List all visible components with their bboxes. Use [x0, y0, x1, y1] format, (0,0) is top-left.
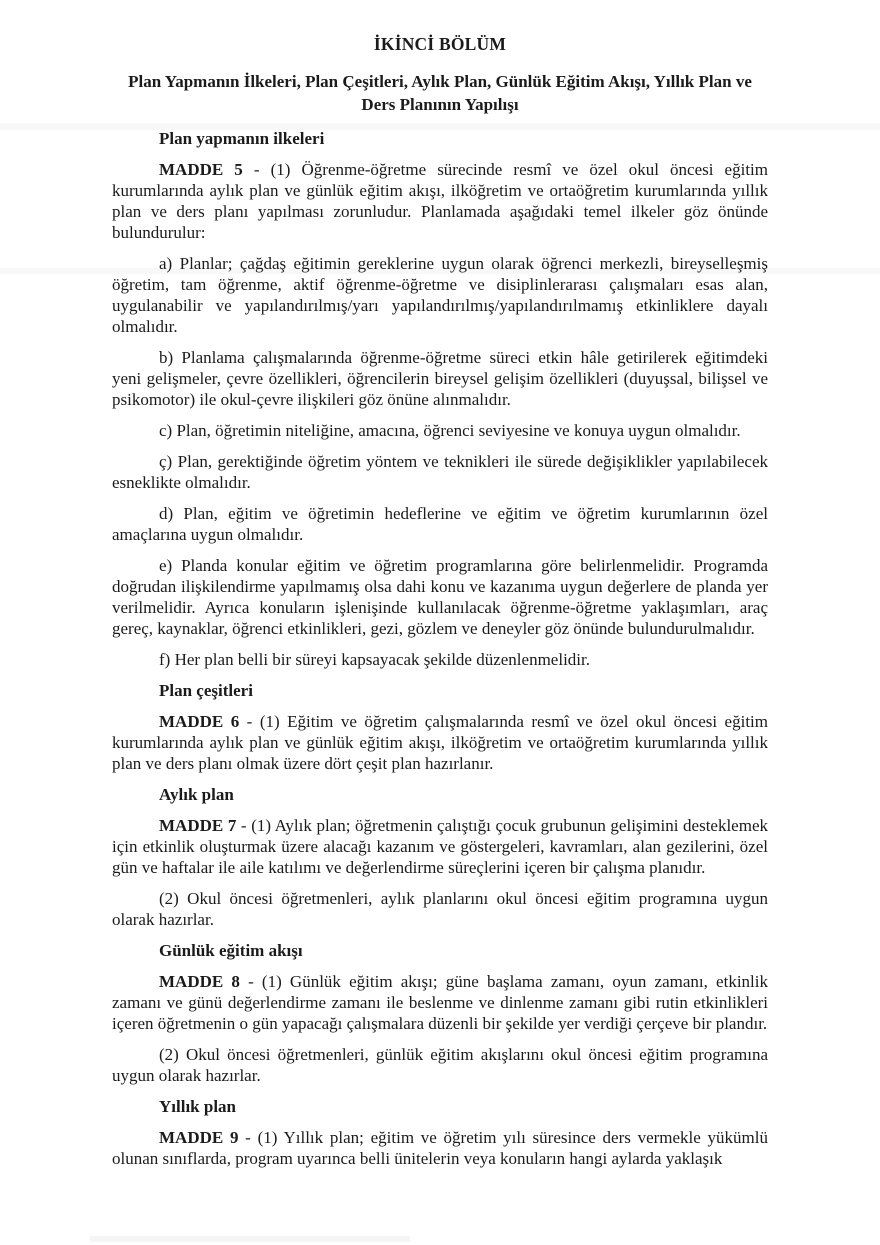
heading-gunluk-egitim-akisi: Günlük eğitim akışı: [159, 941, 303, 960]
chapter-subtitle: Plan Yapmanın İlkeleri, Plan Çeşitleri, Aylık Plan, Günlük Eğitim Akışı, Yıllık Plan ve Ders Planının Yapılışı: [128, 72, 752, 114]
para-item-cc: [112, 451, 768, 493]
madde-5-label: MADDE 5: [159, 160, 243, 179]
heading-plan-cesitleri: Plan çeşitleri: [159, 681, 253, 700]
madde-7-label: MADDE 7: [159, 816, 237, 835]
para-madde-7: [112, 815, 768, 878]
para-item-e: [112, 555, 768, 639]
para-item-d: [112, 503, 768, 545]
para-item-f-text: f) Her plan belli bir süreyi kapsayacak şekilde düzenlenmelidir.: [159, 650, 590, 669]
para-item-b-text: b) Planlama çalışmalarında öğrenme-öğretme süreci etkin hâle getirilerek eğitimdeki yeni gelişmeler, çevre özellikleri, öğrencilerin bireysel gelişim özellikleri (duyuşsal, bilişsel ve psikomotor) ile okul-çevre ilişkileri göz önüne alınmalıdır.: [112, 348, 768, 409]
para-item-c: [112, 420, 768, 441]
para-item-e-text: e) Planda konular eğitim ve öğretim programlarına göre belirlenmelidir. Programda doğrudan ilişkilendirme yapılmamış olsa dahi konu ve kazanıma uygun değerlere de planda yer verilmelidir. Ayrıca konuların işlenişinde kullanılacak öğrenme-öğretme yaklaşımları, araç gereç, kaynaklar, öğrenci etkinlikleri, gezi, gözlem ve deneyler göz önünde bulundurulmalıdır.: [112, 556, 768, 638]
para-item-d-text: d) Plan, eğitim ve öğretimin hedeflerine ve eğitim ve öğretim kurumlarının özel amaçlarına uygun olmalıdır.: [112, 504, 768, 544]
madde-6-label: MADDE 6: [159, 712, 240, 731]
para-madde-7-text: - (1) Aylık plan; öğretmenin çalıştığı çocuk grubunun gelişimini desteklemek için etkinlik oluşturmak üzere alacağı kazanım ve göstergeleri, kavramları, alan gezilerini, özel gün ve haftalar ile aile katılımı ve değerlendirme süreçlerini içeren bir çalışma planıdır.: [112, 816, 768, 877]
madde-9-label: MADDE 9: [159, 1128, 239, 1147]
para-item-b: [112, 347, 768, 410]
madde-8-label: MADDE 8: [159, 972, 240, 991]
para-madde-6-text: - (1) Eğitim ve öğretim çalışmalarında resmî ve özel okul öncesi eğitim kurumlarında aylık plan ve günlük eğitim akışı, ilköğretim ve ortaöğretim kurumlarında yıllık plan ve ders planı olmak üzere dört çeşit plan hazırlanır.: [112, 712, 768, 773]
para-madde-8: [112, 971, 768, 1034]
para-madde-7-fikra-2: [112, 888, 768, 930]
scan-artifact: [90, 1236, 410, 1242]
heading-aylik-plan: Aylık plan: [159, 785, 234, 804]
chapter-title: İKİNCİ BÖLÜM: [373, 34, 507, 54]
para-madde-8-text: - (1) Günlük eğitim akışı; güne başlama zamanı, oyun zamanı, etkinlik zamanı ve günü değerlendirme zamanı ile beslenme ve dinlenme zamanı gibi rutin etkinlikleri içeren öğretmenin o gün yapacağı çalışmalara düzenli bir şekilde yer verdiği çerçeve bir plandır.: [112, 972, 768, 1033]
para-madde-5: [112, 159, 768, 243]
heading-yillik-plan: Yıllık plan: [159, 1097, 237, 1116]
para-madde-6: [112, 711, 768, 774]
para-madde-5-text: - (1) Öğrenme-öğretme sürecinde resmî ve özel okul öncesi eğitim kurumlarında aylık plan ve günlük eğitim akışı, ilköğretim ve ortaöğretim kurumlarında yıllık plan ve ders planı yapılması zorunludur. Planlamada aşağıdaki temel ilkeler göz önünde bulundurulur:: [112, 160, 768, 242]
para-madde-7-fikra-2-text: (2) Okul öncesi öğretmenleri, aylık planlarını okul öncesi eğitim programına uygun olarak hazırlar.: [112, 889, 768, 929]
para-madde-8-fikra-2: [112, 1044, 768, 1086]
heading-plan-yapmanin-ilkeleri: Plan yapmanın ilkeleri: [159, 129, 325, 148]
para-item-a-text: a) Planlar; çağdaş eğitimin gereklerine uygun olarak öğrenci merkezli, bireyselleşmiş öğretim, tam öğrenme, aktif öğrenme-öğretme ve disiplinlerarası çalışmaları esas alan, uygulanabilir ve yapılandırılmış/yarı yapılandırılmış/yapılandırılmamış etkinliklere dayalı olmalıdır.: [112, 254, 768, 336]
document-content: [112, 0, 768, 1169]
para-item-c-text: c) Plan, öğretimin niteliğine, amacına, öğrenci seviyesine ve konuya uygun olmalıdır.: [159, 421, 741, 440]
para-madde-9-text: - (1) Yıllık plan; eğitim ve öğretim yılı süresince ders vermekle yükümlü olunan sınıflarda, program uyarınca belli ünitelerin veya konuların hangi aylarda yaklaşık: [112, 1128, 769, 1168]
para-item-a: [112, 253, 768, 337]
para-madde-8-fikra-2-text: (2) Okul öncesi öğretmenleri, günlük eğitim akışlarını okul öncesi eğitim programına uygun olarak hazırlar.: [112, 1045, 768, 1085]
para-item-cc-text: ç) Plan, gerektiğinde öğretim yöntem ve teknikleri ile sürede değişiklikler yapılabilecek esneklikte olmalıdır.: [112, 452, 768, 492]
para-item-f: [112, 649, 768, 670]
para-madde-9: [112, 1127, 768, 1169]
